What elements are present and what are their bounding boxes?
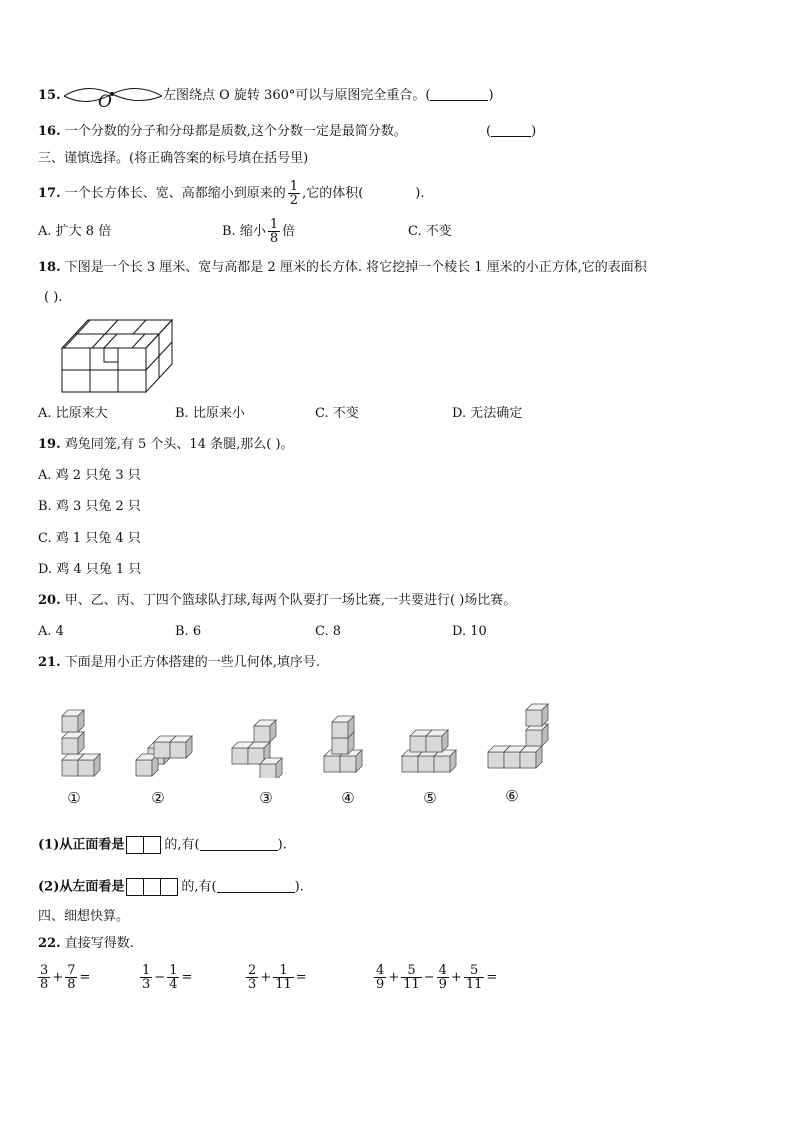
q18-option-b[interactable]: B. 比原来小 xyxy=(175,406,245,421)
q16-number: 16. xyxy=(38,124,61,139)
q16 xyxy=(38,124,407,140)
q19-text: 鸡兔同笼,有 5 个头、14 条腿,那么( )。 xyxy=(64,437,294,452)
q20 xyxy=(38,593,516,609)
q15-text: 左图绕点 O 旋转 360°可以与原图完全重合。( xyxy=(163,88,431,103)
q19-option-b[interactable]: B. 鸡 3 只兔 2 只 xyxy=(38,499,141,514)
q19-number: 19. xyxy=(38,437,61,452)
q21-number: 21. xyxy=(38,655,61,670)
q17-text-b: ,它的体积( xyxy=(302,186,364,201)
q22-expression-1: $\frac{3}{8}$ + $\frac{7}{8}$ = xyxy=(40,963,91,992)
q15-figure xyxy=(62,78,166,112)
q17-number: 17. xyxy=(38,186,61,201)
q17-text-a: 一个长方体长、宽、高都缩小到原来的 xyxy=(64,186,286,201)
q15-blank[interactable] xyxy=(430,88,488,101)
q16-close: ) xyxy=(531,124,537,139)
q15 xyxy=(38,88,61,104)
q18-paren: ( ). xyxy=(44,290,63,305)
q21-sub2: (2)从左面看是 的,有( ). xyxy=(38,879,304,895)
q21-sub1-text: (1)从正面看是 xyxy=(38,837,125,853)
q20-option-d[interactable]: D. 10 xyxy=(452,624,487,639)
q21-sub1: (1)从正面看是 的,有( ). xyxy=(38,837,287,853)
q22-expression-2: $\frac{1}{3}$ − $\frac{1}{4}$ = xyxy=(142,963,193,992)
q20-option-b[interactable]: B. 6 xyxy=(175,624,202,639)
q21-sub1-blank[interactable] xyxy=(200,838,278,851)
q21-text: 下面是用小正方体搭建的一些几何体,填序号. xyxy=(64,655,321,670)
q21-sub2-text: (2)从左面看是 xyxy=(38,879,125,895)
q21-label-5: ⑤ xyxy=(423,789,437,807)
q21-sub2-blank[interactable] xyxy=(217,880,295,893)
q17-fraction: $\frac{1}{2}$ xyxy=(289,179,299,208)
q21-label-4: ④ xyxy=(341,789,355,807)
q21-sub1-text-b: 的,有( xyxy=(164,837,200,853)
section-3-heading: 三、谨慎选择。(将正确答案的标号填在括号里) xyxy=(38,151,309,166)
q18-option-a[interactable]: A. 比原来大 xyxy=(38,406,108,421)
q16-answer xyxy=(486,124,536,140)
q17-option-b[interactable]: B. 缩小 $\frac{1}{8}$ 倍 xyxy=(222,217,296,246)
q15-number: 15. xyxy=(38,88,61,103)
q17-option-c[interactable]: C. 不变 xyxy=(408,224,452,239)
q19-option-c[interactable]: C. 鸡 1 只兔 4 只 xyxy=(38,531,141,546)
q21 xyxy=(38,655,320,671)
q21-sub2-text-b: 的,有( xyxy=(181,879,217,895)
q18 xyxy=(38,260,647,276)
q18-option-c[interactable]: C. 不变 xyxy=(315,406,359,421)
q19-option-a[interactable]: A. 鸡 2 只兔 3 只 xyxy=(38,468,141,483)
q15-fig-label: O xyxy=(98,92,112,112)
left-view-shape xyxy=(127,878,178,896)
q16-blank[interactable] xyxy=(491,124,531,137)
q21-label-1: ① xyxy=(67,789,81,807)
q18-cuboid-figure xyxy=(60,318,175,394)
q15-text-line xyxy=(163,88,494,104)
q16-text: 一个分数的分子和分母都是质数,这个分数一定是最简分数。 xyxy=(64,124,407,139)
q20-text: 甲、乙、丙、丁四个篮球队打球,每两个队要打一场比赛,一共要进行( )场比赛。 xyxy=(64,593,517,608)
q17 xyxy=(38,180,425,207)
q20-option-a[interactable]: A. 4 xyxy=(38,624,64,639)
q18-number: 18. xyxy=(38,260,61,275)
front-view-shape xyxy=(127,836,161,854)
q17-option-a[interactable]: A. 扩大 8 倍 xyxy=(38,224,112,239)
q22-text: 直接写得数. xyxy=(64,936,134,951)
q19 xyxy=(38,437,294,453)
q22 xyxy=(38,936,134,952)
q22-expression-3: $\frac{2}{3}$ + $\frac{1}{11}$ = xyxy=(248,963,307,992)
q20-option-c[interactable]: C. 8 xyxy=(315,624,342,639)
q22-number: 22. xyxy=(38,936,61,951)
q15-close: ) xyxy=(488,88,494,103)
q19-option-d[interactable]: D. 鸡 4 只兔 1 只 xyxy=(38,562,142,577)
q17-text-c: ). xyxy=(415,186,425,201)
q16-open: ( xyxy=(486,124,492,139)
section-4-heading: 四、细想快算。 xyxy=(38,909,130,924)
q17-option-b-fraction: $\frac{1}{8}$ xyxy=(269,217,279,246)
q21-label-6: ⑥ xyxy=(505,787,519,805)
q18-option-d[interactable]: D. 无法确定 xyxy=(452,406,523,421)
q21-label-2: ② xyxy=(151,789,165,807)
q21-label-3: ③ xyxy=(259,789,273,807)
q20-number: 20. xyxy=(38,593,61,608)
q22-expression-4: $\frac{4}{9}$ + $\frac{5}{11}$ − $\frac{4}{9}$ + $\frac{5}{11}$ = xyxy=(376,963,498,992)
q18-text: 下图是一个长 3 厘米、宽与高都是 2 厘米的长方体. 将它挖掉一个棱长 1 厘米的小正方体,它的表面积 xyxy=(64,260,647,275)
q21-solids-figure xyxy=(50,698,560,778)
